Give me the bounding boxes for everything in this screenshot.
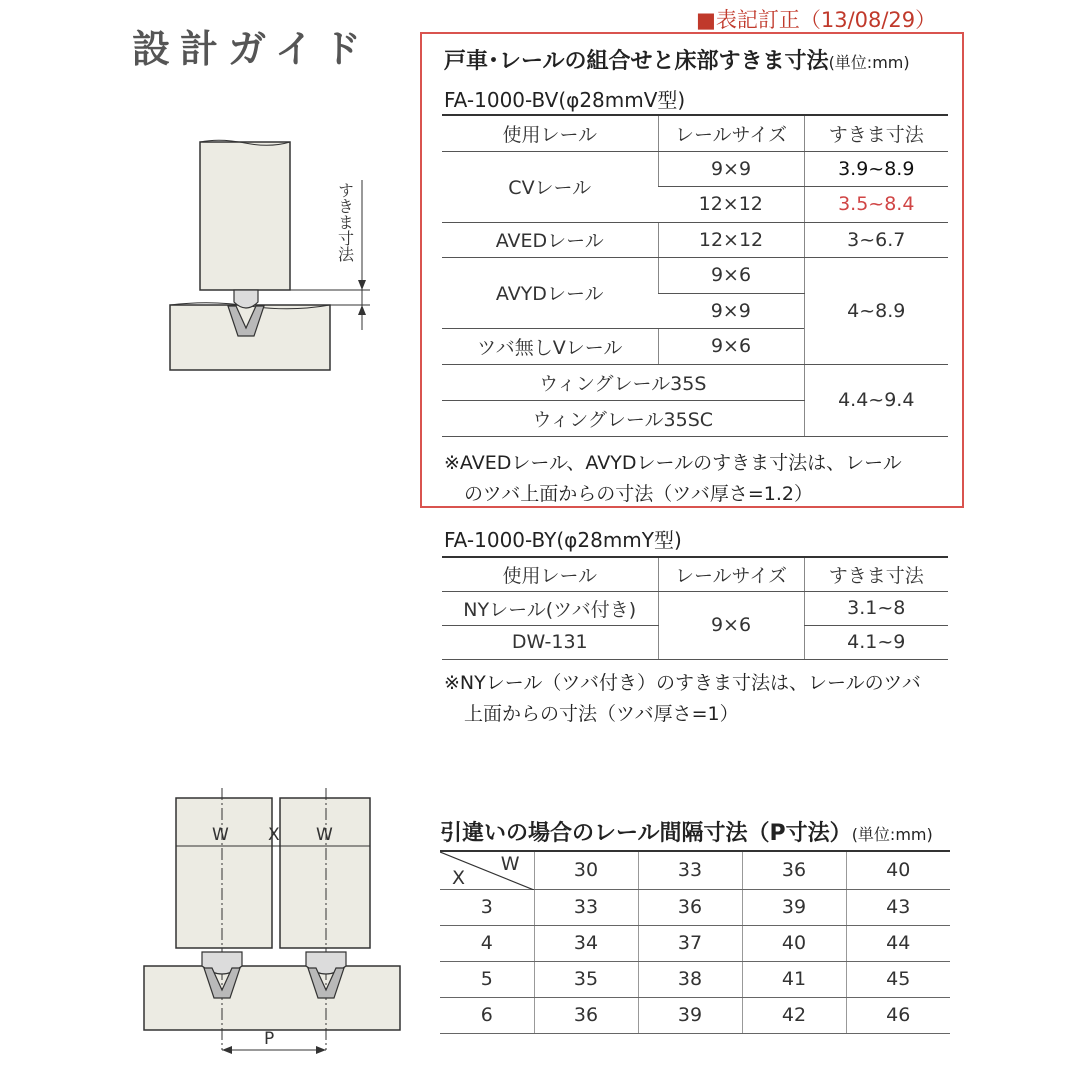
header-gap: すきま寸法 <box>804 115 948 151</box>
w-label: W <box>316 825 333 845</box>
w-label: W <box>212 825 229 845</box>
page-title: 設計ガイド <box>132 27 371 71</box>
cell-gap: 3~6.7 <box>804 222 948 257</box>
fa-bv-subtitle: FA-1000-BV(φ28mmV型) <box>444 88 686 112</box>
fa-by-subtitle: FA-1000-BY(φ28mmY型) <box>444 528 682 552</box>
p-value: 33 <box>534 889 638 925</box>
section1-title: 戸車･レールの組合せと床部すきま寸法(単位:mm) <box>444 49 910 74</box>
cell-gap: 3.1~8 <box>804 591 948 625</box>
w-header: 33 <box>638 851 742 889</box>
fa-by-table <box>442 556 948 660</box>
pitch-diagram <box>140 788 410 1068</box>
cell-size: 12×12 <box>658 186 804 222</box>
header-rail: 使用レール <box>442 557 658 591</box>
p-value: 35 <box>534 961 638 997</box>
p-value: 45 <box>846 961 950 997</box>
corner-header <box>440 851 534 889</box>
w-header: 36 <box>742 851 846 889</box>
x-value: 3 <box>440 889 534 925</box>
cell-rail-dw131: DW-131 <box>442 625 658 659</box>
gap-diagram <box>150 130 390 400</box>
cell-rail-wing35sc: ウィングレール35SC <box>442 400 804 436</box>
cell-gap-wing: 4.4~9.4 <box>804 364 948 436</box>
p-value: 36 <box>638 889 742 925</box>
cell-rail-ny: NYレール(ツバ付き) <box>442 591 658 625</box>
p-value: 38 <box>638 961 742 997</box>
w-header: 30 <box>534 851 638 889</box>
corner-w-label: W <box>500 853 520 875</box>
fa-bv-table <box>442 114 948 437</box>
p-label: P <box>264 1029 275 1049</box>
cell-size: 9×9 <box>658 151 804 186</box>
p-value: 34 <box>534 925 638 961</box>
gap-dimension-label: すきま寸法 <box>335 182 355 262</box>
p-value: 36 <box>534 997 638 1033</box>
corner-x-label: X <box>452 866 466 889</box>
cell-gap-corrected: 3.5~8.4 <box>804 186 948 222</box>
cell-size: 9×6 <box>658 257 804 293</box>
x-label: X <box>268 825 280 845</box>
cell-size: 9×9 <box>658 293 804 328</box>
p-value: 39 <box>638 997 742 1033</box>
w-header: 40 <box>846 851 950 889</box>
cell-rail-tsuba: ツバ無しVレール <box>442 328 658 364</box>
fa-bv-note: ※AVEDレール、AVYDレールのすきま寸法は、レール のツバ上面からの寸法（ツバ厚さ=1.2） <box>444 452 902 505</box>
cell-gap: 3.9~8.9 <box>804 151 948 186</box>
x-value: 4 <box>440 925 534 961</box>
cell-size: 12×12 <box>658 222 804 257</box>
pitch-table <box>440 850 950 1034</box>
p-value: 46 <box>846 997 950 1033</box>
cell-rail-cv: CVレール <box>442 151 658 222</box>
cell-rail-avyd: AVYDレール <box>442 257 658 328</box>
p-value: 44 <box>846 925 950 961</box>
header-size: レールサイズ <box>658 115 804 151</box>
cell-gap-avyd: 4~8.9 <box>804 257 948 364</box>
fa-by-note: ※NYレール（ツバ付き）のすきま寸法は、レールのツバ 上面からの寸法（ツバ厚さ=1） <box>444 672 921 725</box>
header-gap: すきま寸法 <box>804 557 948 591</box>
header-rail: 使用レール <box>442 115 658 151</box>
cell-size: 9×6 <box>658 591 804 659</box>
section2-title: 引違いの場合のレール間隔寸法（P寸法）(単位:mm) <box>440 821 933 846</box>
p-value: 42 <box>742 997 846 1033</box>
header-size: レールサイズ <box>658 557 804 591</box>
p-value: 41 <box>742 961 846 997</box>
cell-rail-wing35s: ウィングレール35S <box>442 364 804 400</box>
x-value: 5 <box>440 961 534 997</box>
p-value: 37 <box>638 925 742 961</box>
p-value: 39 <box>742 889 846 925</box>
correction-note: ■表記訂正（13/08/29） <box>696 8 937 32</box>
cell-size: 9×6 <box>658 328 804 364</box>
p-value: 43 <box>846 889 950 925</box>
cell-gap: 4.1~9 <box>804 625 948 659</box>
p-value: 40 <box>742 925 846 961</box>
cell-rail-aved: AVEDレール <box>442 222 658 257</box>
x-value: 6 <box>440 997 534 1033</box>
